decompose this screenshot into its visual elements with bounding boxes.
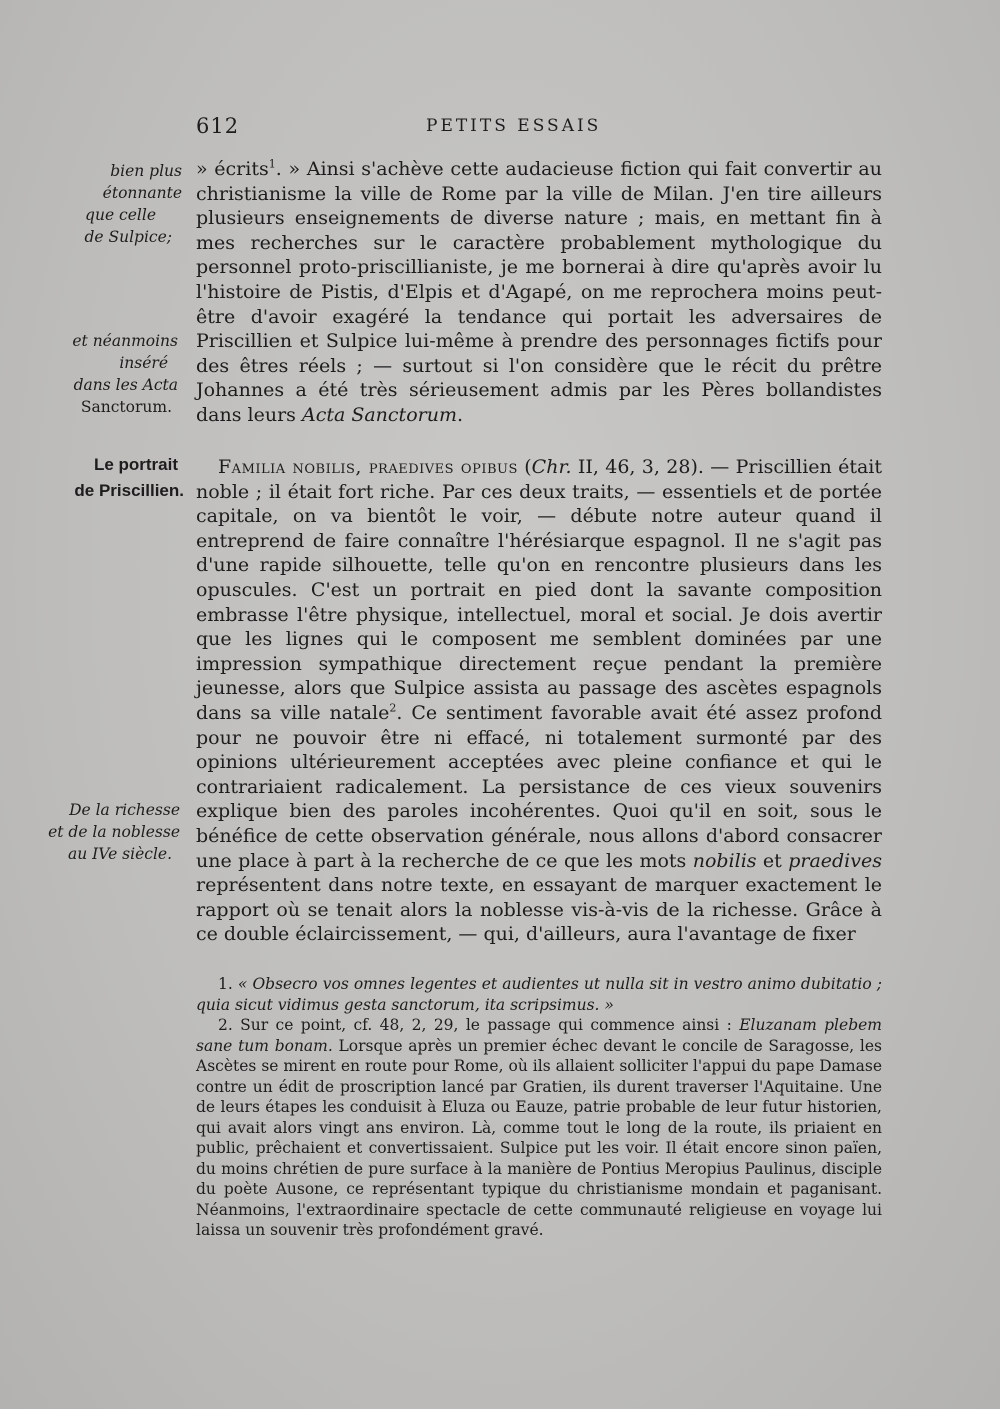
footnotes	[196, 974, 882, 1241]
margin-note-line: que celle	[85, 206, 156, 224]
body-paragraph-2	[196, 455, 882, 947]
title-italic: Acta Sanctorum	[301, 403, 457, 426]
margin-note-line: au IVe siècle.	[68, 845, 172, 863]
paragraph-text: représentent dans notre texte, en essayant de marquer exactement le rapport où se tenait alors la noblesse vis-à-vis de la richesse. Grâce à ce double éclaircissement, — qui, d'ailleurs, aura l'avantage de fixer	[196, 874, 882, 946]
margin-note-line: inséré	[119, 354, 168, 372]
conjunction: et	[756, 849, 789, 872]
word-nobilis: nobilis	[692, 849, 757, 872]
margin-heading-line: Le portrait	[93, 455, 178, 474]
margin-note-1	[32, 160, 182, 248]
margin-note-3	[30, 799, 180, 865]
footnote-text: Sur ce point, cf. 48, 2, 29, le passage qui commence ainsi :	[240, 1016, 732, 1034]
footnote-2	[196, 1015, 882, 1241]
margin-note-line: Sanctorum.	[80, 398, 172, 416]
footnote-text: « Obsecro vos omnes legentes et audientes ut nulla sit in vestro animo dubitatio ; quia sicut vidimus gesta sanctorum, ita scripsimus. »	[196, 975, 882, 1014]
footnote-ref-1: 1	[268, 157, 276, 171]
margin-heading	[30, 452, 182, 504]
quote-lead: » écrits	[196, 158, 269, 180]
margin-note-line: dans les Acta	[73, 376, 178, 394]
page-header	[0, 114, 1000, 144]
margin-note-line: bien plus étonnante	[102, 162, 182, 202]
latin-heading: Familia nobilis, praedives opibus	[218, 456, 518, 478]
margin-note-line: De la richesse	[69, 801, 180, 819]
margin-heading-line: de Priscillien.	[74, 481, 184, 500]
margin-note-line: et de la noblesse	[48, 823, 180, 841]
footnote-label: 1.	[218, 975, 233, 993]
margin-note-line: de Sulpice;	[84, 228, 172, 246]
margin-note-2	[28, 330, 178, 418]
footnote-label: 2.	[218, 1016, 233, 1034]
ref-open: (	[517, 456, 532, 478]
margin-note-line: et néanmoins	[72, 332, 178, 350]
running-title: PETITS ESSAIS	[426, 116, 602, 136]
footnote-italic: Eluzanam plebem sane tum bonam.	[196, 1016, 882, 1055]
paragraph-end: .	[456, 403, 464, 426]
footnote-ref-2: 2	[389, 701, 397, 715]
ref-italic: Chr.	[531, 456, 572, 478]
word-praedives: praedives	[788, 849, 882, 872]
footnote-text: Lorsque après un premier échec devant le concile de Saragosse, les Ascètes se mirent en route pour Rome, où ils allaient solliciter l'appui du pape Damase contre un édit de proscription lancé par Gratien, ils durent traverser l'Aquitaine. Une de leurs étapes les conduisit à Eluza ou Eauze, patrie probable de leur futur historien, qui avait alors vingt ans environ. Là, comme tout le long de la route, ils priaient en public, prêchaient et convertissaient. Sulpice put les voir. Il était encore sinon païen, du moins chrétien de pure surface à la manière de Pontius Meropius Paulinus, disciple du poète Ausone, ce représentant typique du christianisme mondain et paganisant. Néanmoins, l'extraordinaire spectacle de cette communauté religieuse en voyage lui laissa un souvenir très profondément gravé.	[196, 1036, 882, 1239]
paragraph-text: II, 46, 3, 28). — Priscillien était noble ; il était fort riche. Par ces deux traits, — essentiels et de portée capitale, on va bientôt le voir, — débute notre auteur quand il entreprend de faire connaître l'hérésiarque espagnol. Il ne s'agit pas d'une rapide silhouette, telle qu'on en rencontre plusieurs dans les opuscules. C'est un portrait en pied dont la savante composition embrasse l'être physique, intellectuel, moral et social. Je dois avertir que les lignes qui le composent me semblent dominées par une impression sympathique directement reçue pendant la première jeunesse, alors que Sulpice assista au passage des ascètes espagnols dans sa ville natale	[196, 456, 883, 724]
body-paragraph-1	[196, 157, 882, 428]
footnote-1	[196, 974, 882, 1015]
paragraph-text: . » Ainsi s'achève cette audacieuse fiction qui fait convertir au christianisme la ville de Rome par la ville de Milan. J'en tire ailleurs plusieurs enseignements de diverse nature ; mais, en mettant fin à mes recherches sur le caractère probablement mythologique du personnel proto-priscillianiste, je me bornerai à dire qu'après avoir lu l'histoire de Pistis, d'Elpis et d'Agapé, on me reprochera moins peut-être d'avoir exagéré la tendance qui portait les adversaires de Priscillien et Sulpice lui-même à prendre des personnages fictifs pour des êtres réels ; — surtout si l'on considère que le récit du prêtre Johannes a été très sérieusement admis par les Pères bollandistes dans leurs	[196, 158, 882, 426]
paragraph-text: . Ce sentiment favorable avait été assez profond pour ne pouvoir être ni effacé, ni totalement surmonté par des opinions ultérieurement acceptées avec pleine confiance et qui le contrariaient radicalement. La persistance de ces vieux souvenirs explique bien des paroles incohérentes. Quoi qu'il en soit, sous le bénéfice de cette observation générale, nous allons d'abord consacrer une place à part à la recherche de ce que les mots	[196, 701, 882, 872]
page-number: 612	[196, 114, 240, 138]
